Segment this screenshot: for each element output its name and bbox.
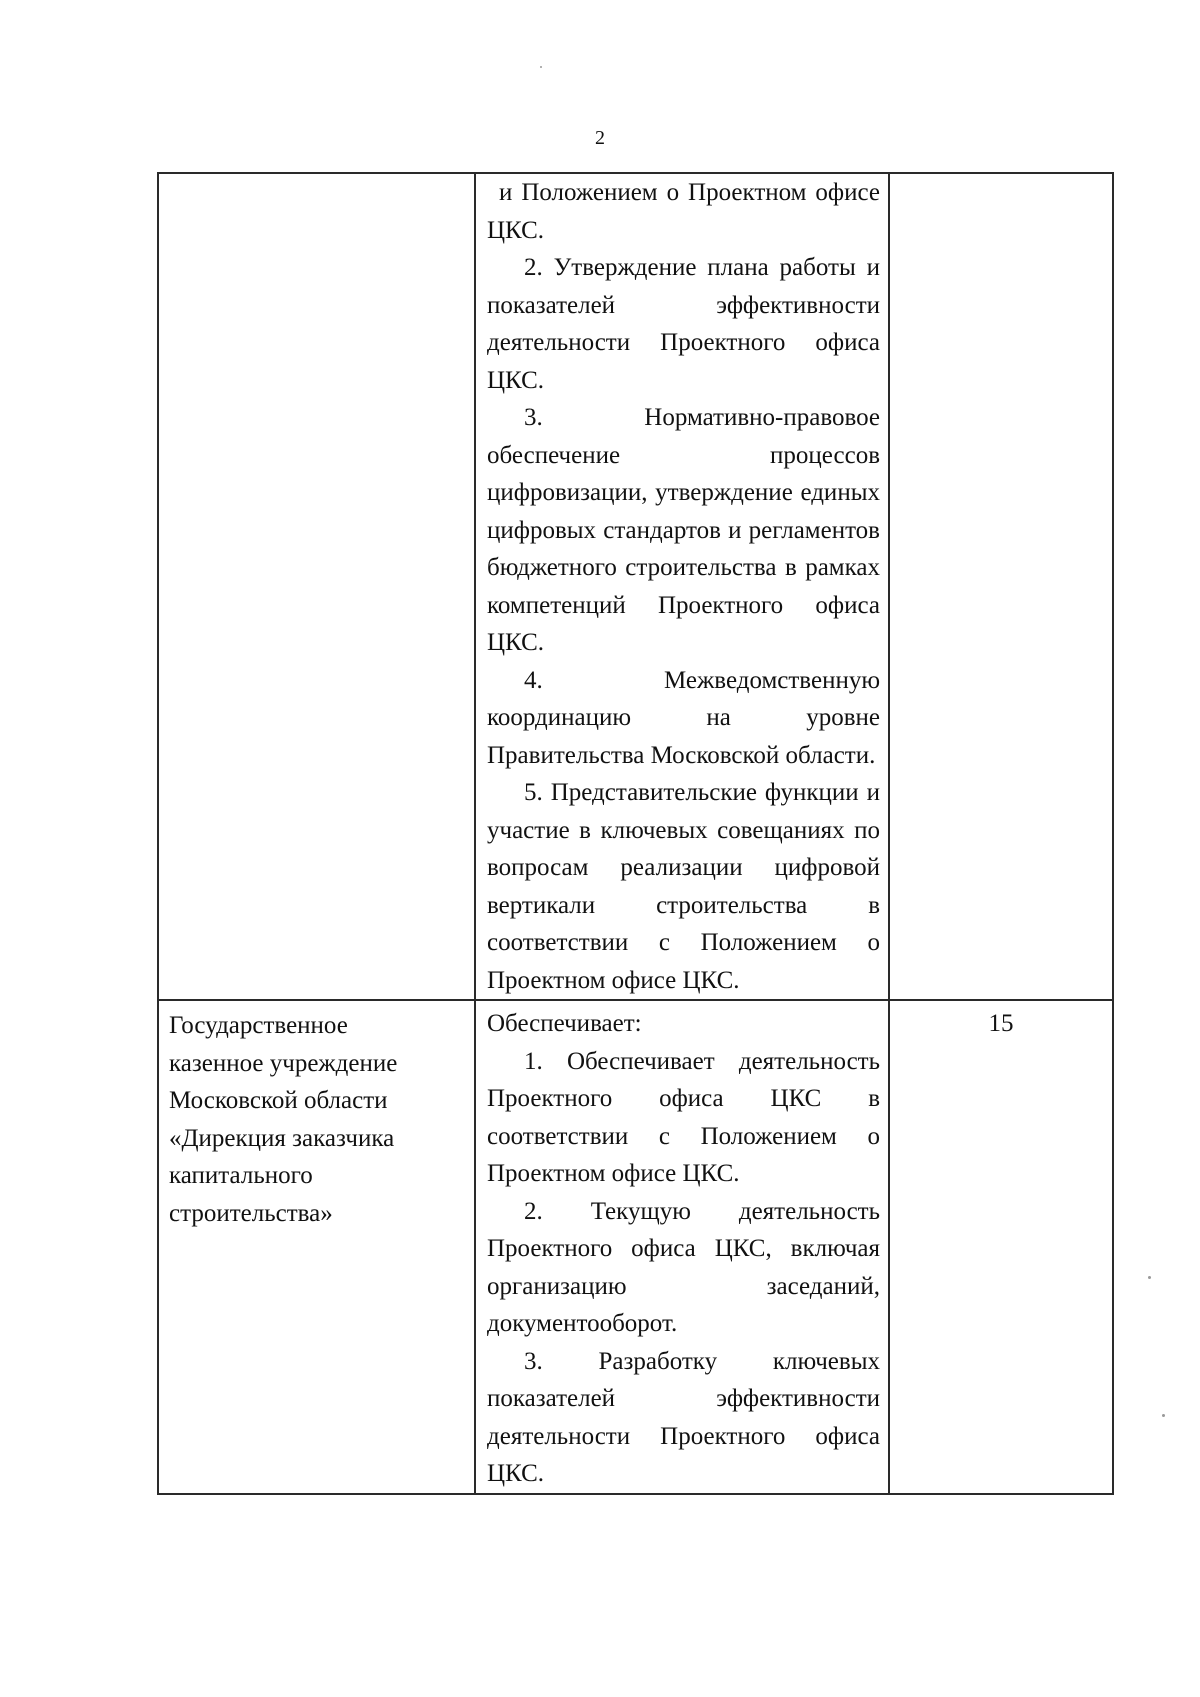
- function-item: 3. Разработку ключевых показателей эффективности деятельности Проектного офиса ЦКС.: [487, 1347, 880, 1487]
- page-number: 2: [595, 127, 605, 149]
- scan-speck: [1148, 1276, 1151, 1279]
- scan-speck: [1162, 1414, 1165, 1417]
- function-item: 4. Межведомственную координацию на уровне Правительства Московской области.: [487, 666, 880, 769]
- function-item: 2. Текущую деятельность Проектного офиса ЦКС, включая организацию заседаний, документооборот.: [487, 1197, 880, 1337]
- organization-name-line: «Дирекция заказчика: [169, 1124, 395, 1152]
- organization-cell: [158, 173, 475, 1000]
- count-cell: [889, 173, 1113, 1000]
- function-item: 3. Нормативно-правовое обеспечение процессов цифровизации, утверждение единых цифровых стандартов и регламентов бюджетного строительства в рамках компетенций Проектного офиса ЦКС.: [487, 404, 880, 656]
- function-item: 2. Утверждение плана работы и показателей эффективности деятельности Проектного офиса ЦКС.: [487, 254, 880, 394]
- organization-name-line: казенное учреждение: [169, 1049, 398, 1077]
- function-item: 1. Обеспечивает деятельность Проектного офиса ЦКС в соответствии с Положением о Проектном офисе ЦКС.: [487, 1047, 880, 1187]
- function-item: и Положением о Проектном офисе ЦКС.: [487, 179, 880, 244]
- organization-name-line: капитального: [169, 1162, 313, 1189]
- organization-name-line: Московской области: [169, 1087, 388, 1114]
- function-item: 5. Представительские функции и участие в ключевых совещаниях по вопросам реализации цифровой вертикали строительства в соответствии с Положением о Проектном офисе ЦКС.: [487, 779, 880, 994]
- functions-intro: Обеспечивает:: [487, 1010, 642, 1037]
- organization-cell: [158, 1000, 475, 1494]
- table-row: [158, 1000, 1113, 1494]
- functions-cell: [475, 173, 889, 1000]
- responsibility-table: [157, 172, 1114, 1495]
- table-row: [158, 173, 1113, 1000]
- organization-name-line: строительства»: [169, 1199, 333, 1227]
- count-cell: 15: [889, 1000, 1113, 1494]
- scan-speck: [540, 66, 542, 68]
- organization-name-line: Государственное: [169, 1012, 348, 1039]
- functions-cell: [475, 1000, 889, 1494]
